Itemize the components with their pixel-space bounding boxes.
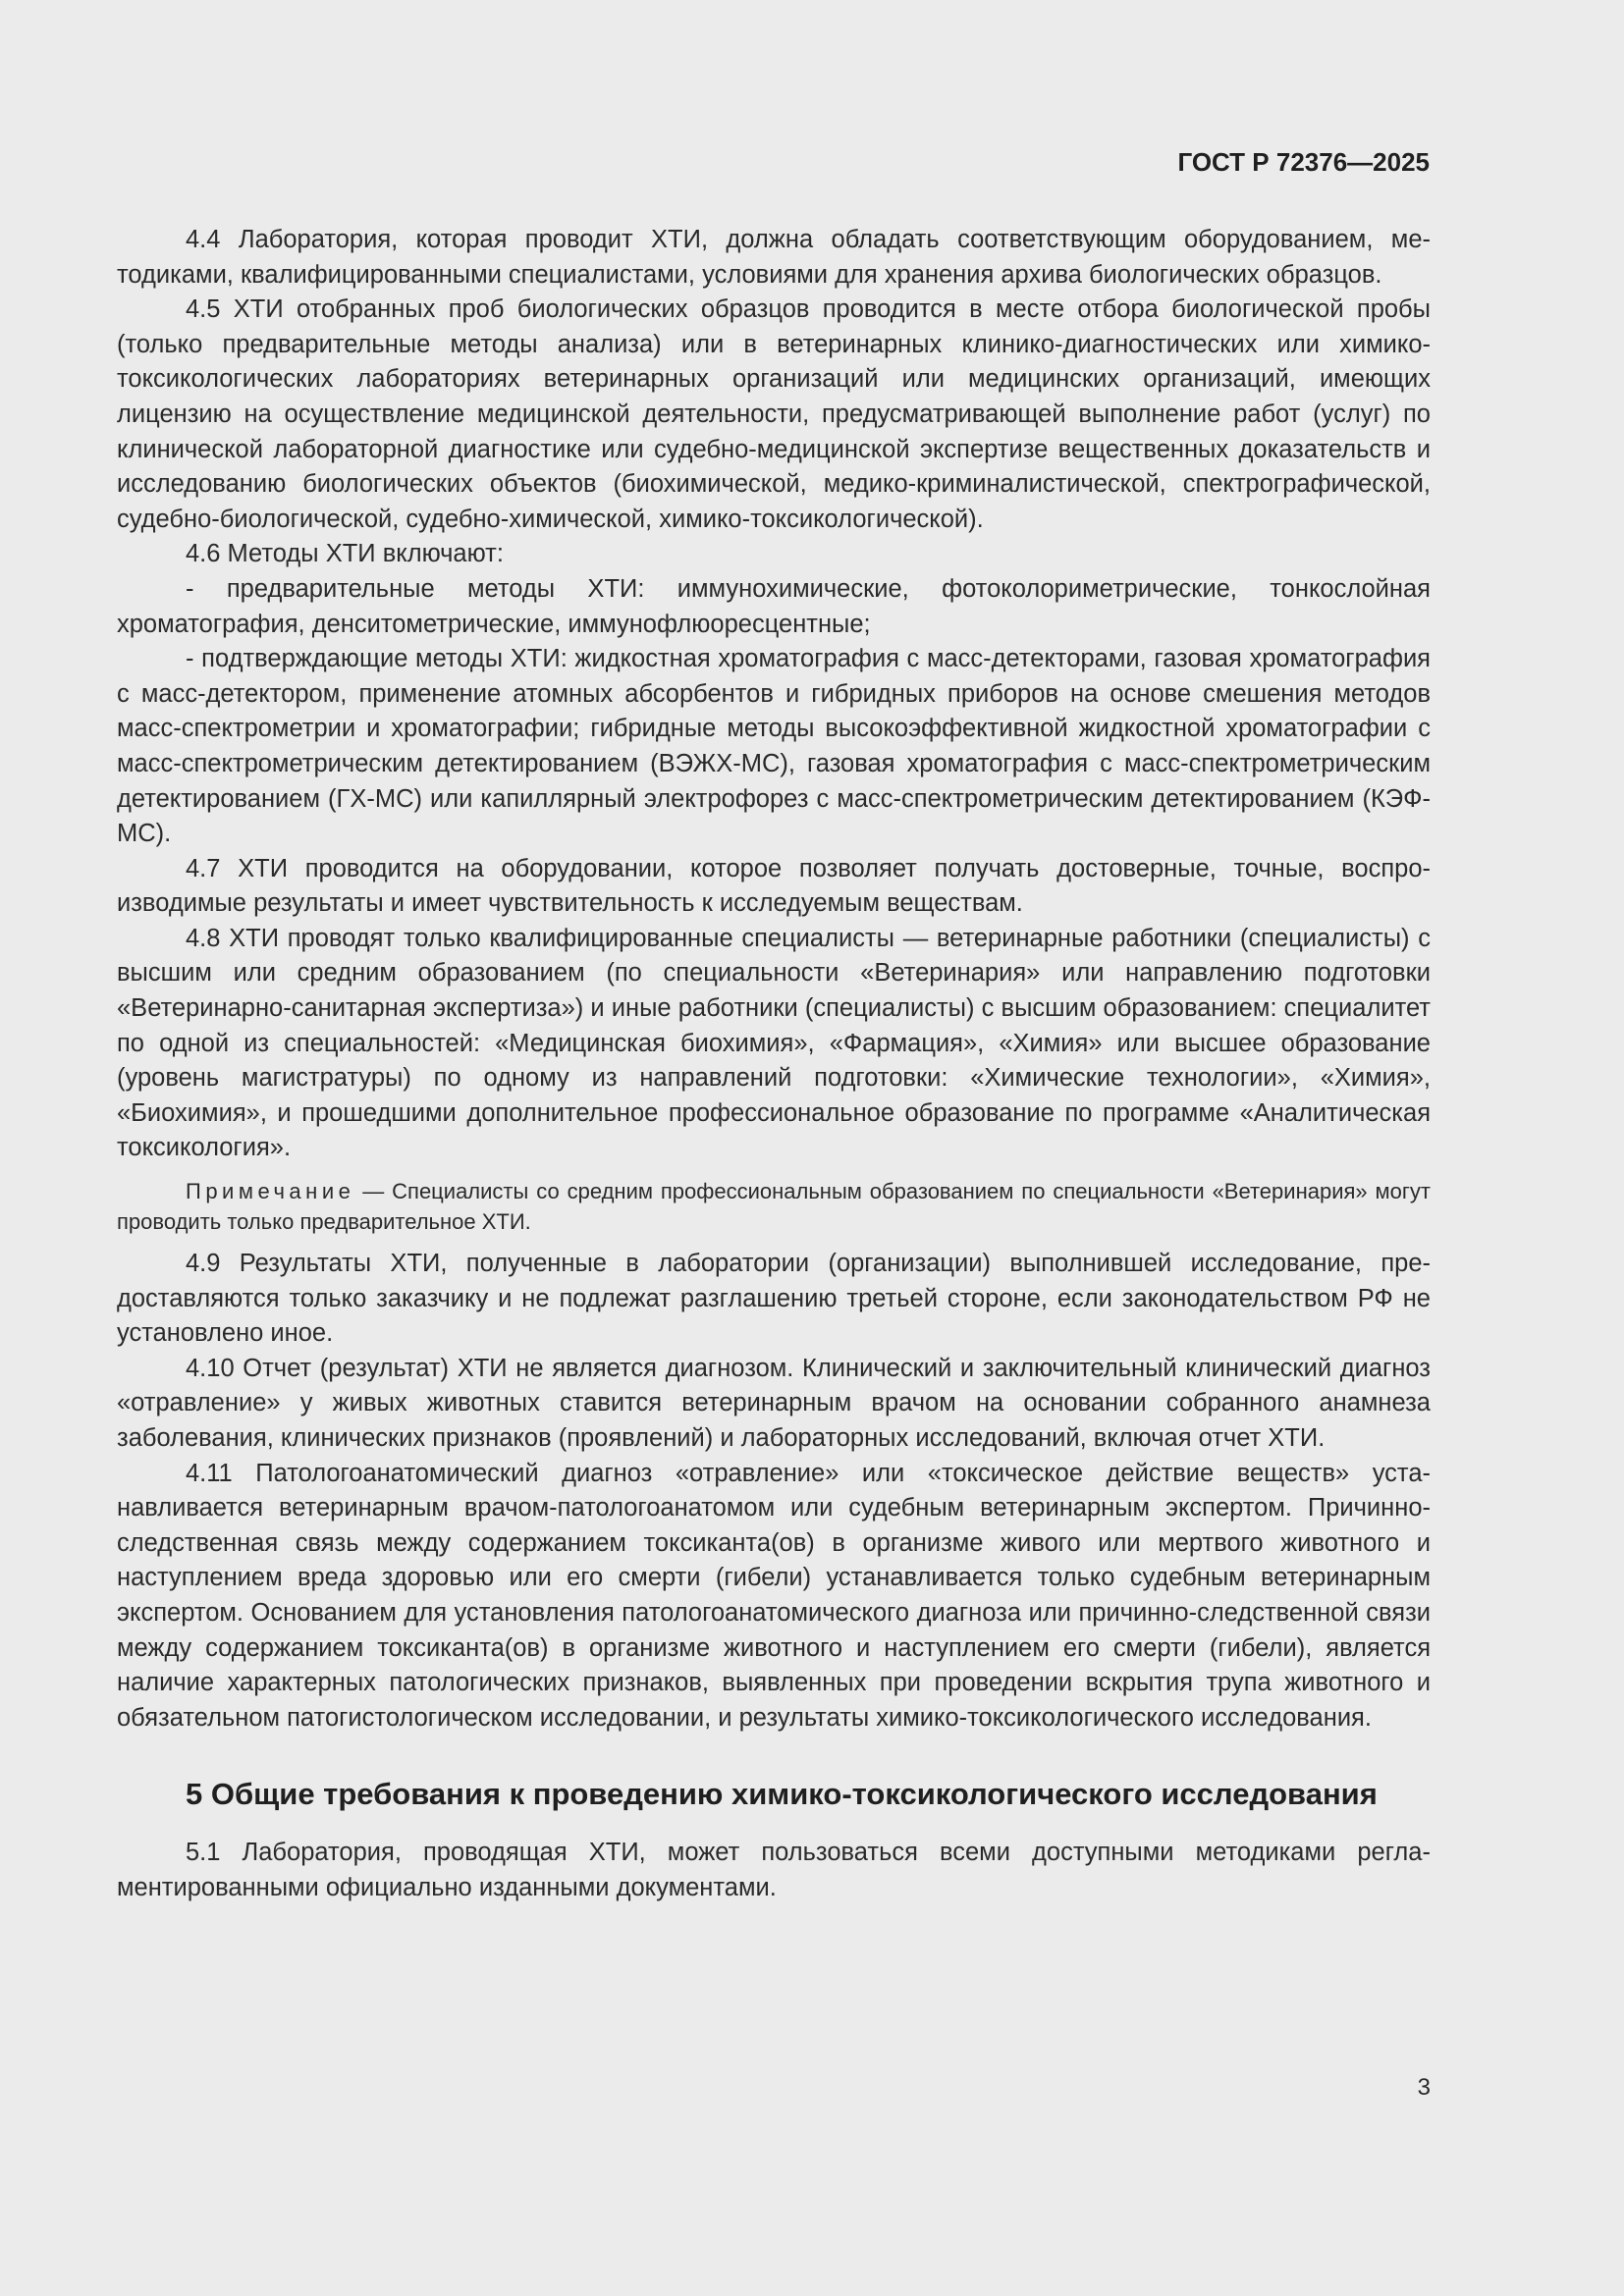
document-code-header: ГОСТ Р 72376—2025	[1177, 147, 1430, 177]
document-body	[117, 223, 1431, 1906]
clause-4-11: 4.11 Патологоанатомический диагноз «отравление» или «токсическое действие веществ» устанавливается ветеринарным врачом-патологоанатомом или судебным ветеринарным экспертом. Причинно-следственная связь между содержанием токсиканта(ов) в организме живого или мертвого животного и наступлением вреда здоровью или его смерти (гибели) устанавливается только судебным ветеринарным экспертом. Основанием для установления патологоанатомического диагноза или причинно-следственной связи между содержанием токсиканта(ов) в организме животного и наступлением его смерти (гибели), является наличие характерных патологических признаков, выявленных при проведении вскрытия трупа животного и обязательном патогистологическом исследовании, и результаты химико-токсикологического исследования.	[117, 1459, 1431, 1732]
clause-5-1: 5.1 Лаборатория, проводящая ХТИ, может пользоваться всеми доступными методиками регламентированными официально изданными документами.	[117, 1839, 1431, 1901]
clause-4-6: 4.6 Методы ХТИ включают:	[186, 540, 504, 568]
clause-4-10: 4.10 Отчет (результат) ХТИ не является диагнозом. Клинический и заключительный клинический диагноз «отравление» у живых животных ставится ветеринарным врачом на основании собранного анамнеза заболевания, клинических признаков (проявлений) и лабораторных исследований, включая отчет ХТИ.	[117, 1354, 1431, 1452]
clause-4-9: 4.9 Результаты ХТИ, полученные в лаборатории (организации) выполнившей исследование, предоставляются только заказчику и не подлежат разглашению третьей стороне, если законодательством РФ не установлено иное.	[117, 1250, 1431, 1348]
note-text: — Специалисты со средним профессиональным образованием по специальности «Ветеринария» могут проводить только предварительное ХТИ.	[117, 1179, 1431, 1235]
clause-4-6-preliminary-methods: - предварительные методы ХТИ: иммунохимические, фотоколориметрические, тонкослойная хроматография, денситометрические, иммунофлюоресцентные;	[117, 574, 1431, 638]
clause-4-5: 4.5 ХТИ отобранных проб биологических образцов проводится в месте отбора биологической пробы (только предварительные методы анализа) или в ветеринарных клинико-диагностических или химико-токсикологических лабораториях ветеринарных организаций или медицинских организаций, имеющих лицензию на осуществление медицинской деятельности, предусматривающей выполнение работ (услуг) по клинической лабораторной диагностике или судебно-медицинской экспертизе вещественных доказательств и исследованию биологических объектов (биохимической, медико-криминалистической, спектрографической, судебно-биологической, судебно-химической, химико-токсикологической).	[117, 295, 1431, 533]
section-5-heading: 5 Общие требования к проведению химико-токсикологического исследования	[186, 1777, 1378, 1812]
page-number: 3	[1417, 2074, 1431, 2101]
clause-4-7: 4.7 ХТИ проводится на оборудовании, которое позволяет получать достоверные, точные, воспроизводимые результаты и имеет чувствительность к исследуемым веществам.	[117, 854, 1431, 918]
clause-4-4: 4.4 Лаборатория, которая проводит ХТИ, должна обладать соответствующим оборудованием, методиками, квалифицированными специалистами, условиями для хранения архива биологических образцов.	[117, 226, 1431, 289]
note	[117, 1176, 1431, 1237]
clause-4-8: 4.8 ХТИ проводят только квалифицированные специалисты — ветеринарные работники (специалисты) с высшим или средним образованием (по специальности «Ветеринария» или направлению подготовки «Ветеринарно-санитарная экспертиза») и иные работники (специалисты) с высшим образованием: специалитет по одной из специальностей: «Медицинская биохимия», «Фармация», «Химия» или высшее образование (уровень магистратуры) по одному из направлений подготовки: «Химические технологии», «Химия», «Биохимия», и прошедшими дополнительное профессиональное образование по программе «Аналитическая токсикология».	[117, 924, 1431, 1162]
clause-4-6-confirmatory-methods: - подтверждающие методы ХТИ: жидкостная хроматография с масс-детекторами, газовая хроматография с масс-детектором, применение атомных абсорбентов и гибридных приборов на основе смешения методов масс-спектрометрии и хроматографии; гибридные методы высокоэффективной жидкостной хроматографии с масс-спектрометрическим детектированием (ВЭЖХ-МС), газовая хроматография с масс-спектрометрическим детектированием (ГХ-МС) или капиллярный электрофорез с масс-спектрометрическим детектированием (КЭФ-МС).	[117, 645, 1431, 848]
note-label: Примечание	[186, 1179, 355, 1204]
